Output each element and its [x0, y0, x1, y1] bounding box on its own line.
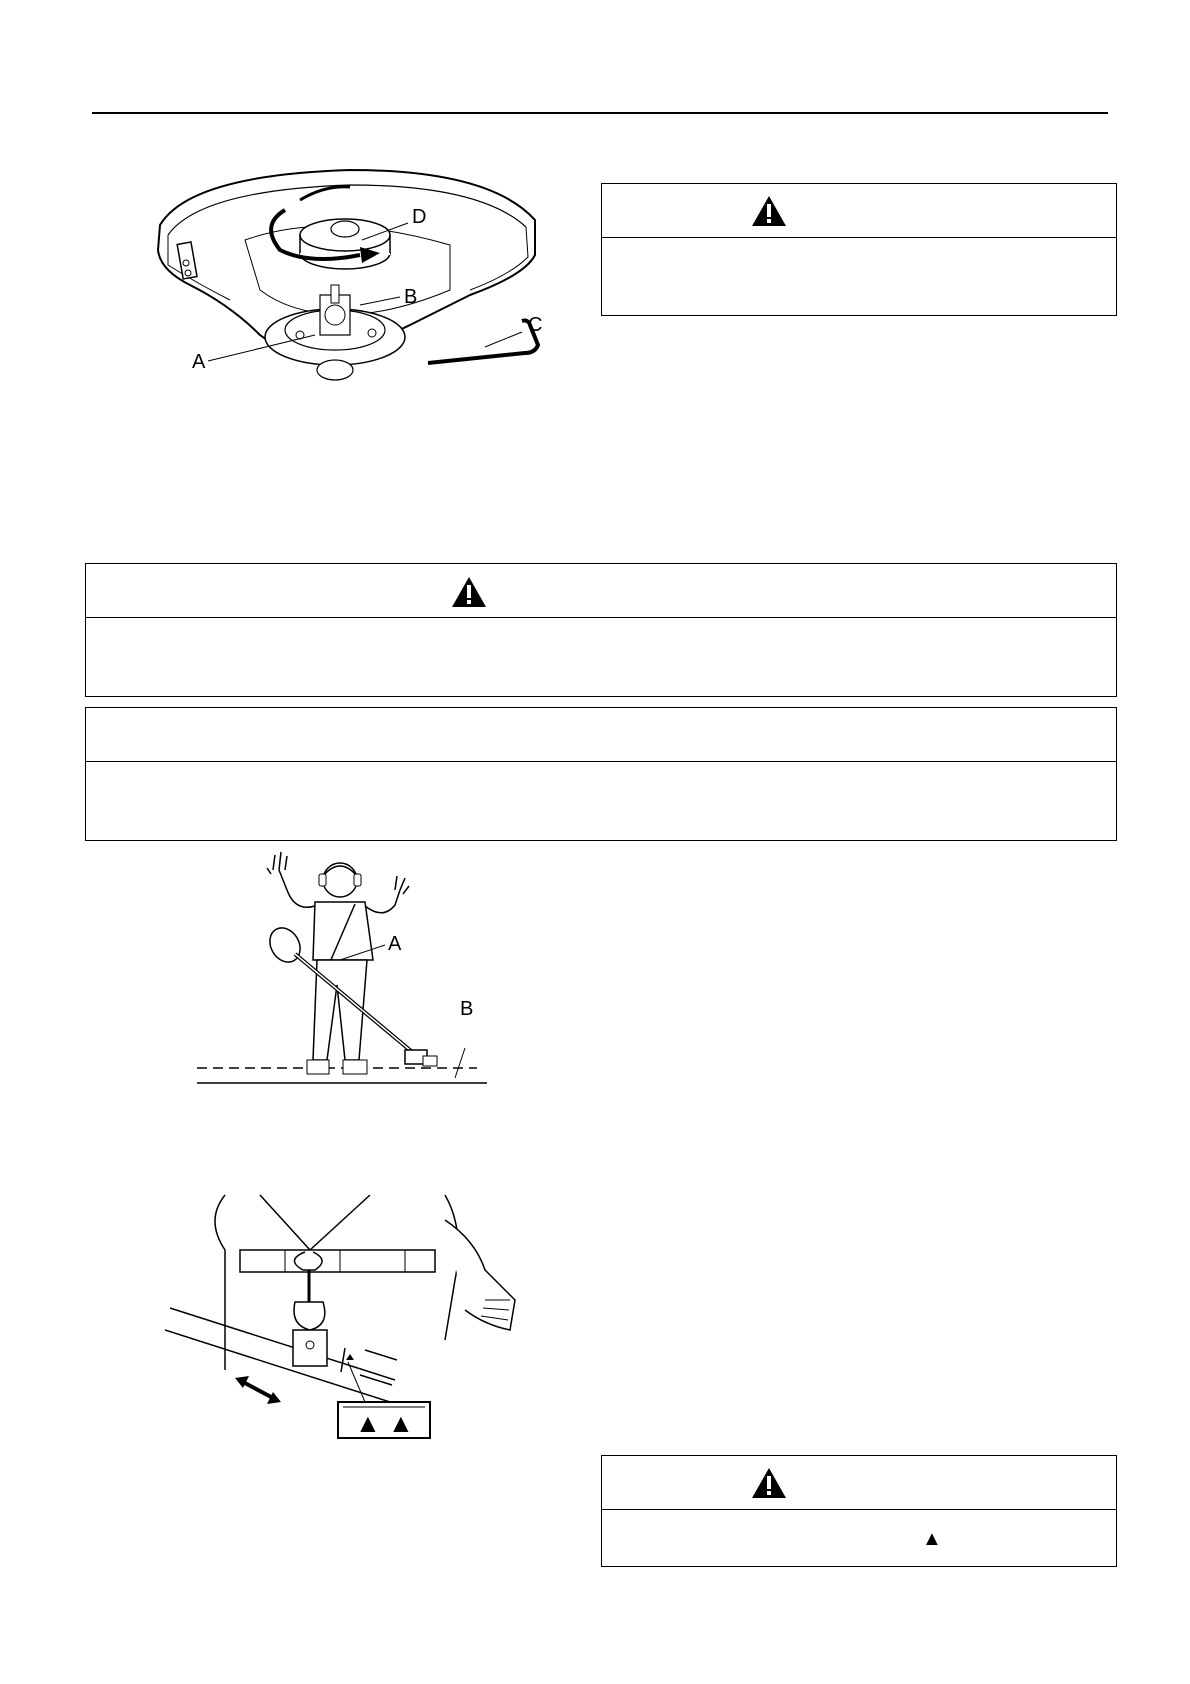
operator-label-a: A [388, 933, 402, 955]
note-box-3-header [86, 708, 1116, 762]
warning-box-1-header [602, 184, 1116, 238]
label-d: D [412, 206, 427, 228]
header-rule [92, 112, 1108, 114]
inline-marker-symbol: ▲ [922, 1528, 942, 1550]
label-c: C [528, 314, 543, 336]
warning-box-1 [601, 183, 1117, 316]
warning-triangle-icon [451, 576, 487, 608]
marker-symbol-1: ▲ [355, 1408, 381, 1438]
warning-box-4 [601, 1455, 1117, 1567]
label-b: B [404, 286, 418, 308]
cutting-head-figure [150, 165, 550, 410]
warning-triangle-icon [751, 1467, 787, 1499]
note-box-3 [85, 707, 1117, 841]
label-a: A [192, 351, 206, 373]
operator-figure [195, 850, 495, 1090]
warning-triangle-icon [751, 195, 787, 227]
harness-figure [165, 1190, 535, 1460]
warning-box-4-header [602, 1456, 1116, 1510]
warning-box-2 [85, 563, 1117, 697]
marker-symbol-2: ▲ [388, 1408, 414, 1438]
operator-label-b: B [460, 998, 474, 1020]
warning-box-2-header [86, 564, 1116, 618]
